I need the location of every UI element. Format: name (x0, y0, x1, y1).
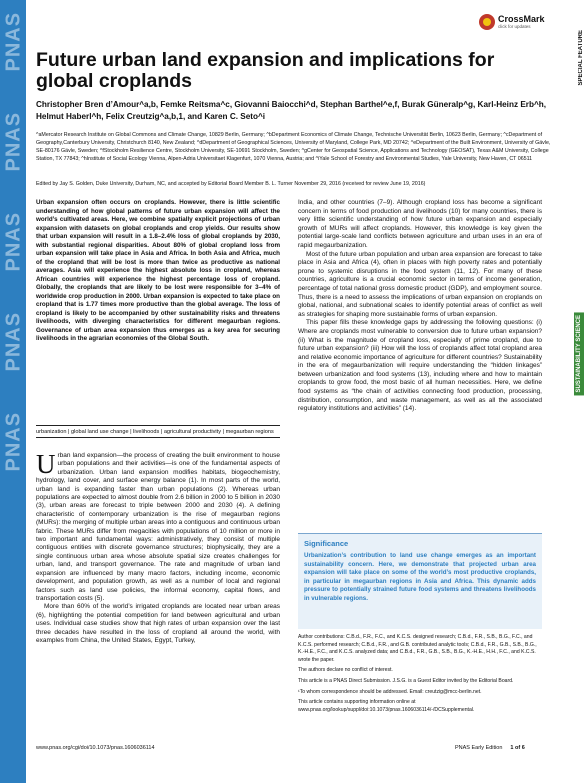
sidebar-watermark: PNAS (2, 111, 25, 172)
crossmark-icon (479, 14, 495, 30)
editorial-note: Edited by Jay S. Golden, Duke University, Durham, NC, and accepted by Editorial Board Member B. L. Turner November 29, 2016 (received for review June 19, 2016) (36, 181, 426, 187)
conflict-statement: The authors declare no conflict of interest. (298, 667, 393, 674)
page-number: 1 of 6 (510, 745, 525, 751)
crossmark-sub: click for updates (498, 24, 531, 29)
sidebar-watermark: PNAS (2, 311, 25, 372)
crossmark-badge[interactable] (479, 14, 545, 30)
page-footer (455, 745, 525, 751)
abstract: Urban expansion often occurs on croplands. However, there is little scientific understanding of how global patterns of future urban expansion will affect the world’s cultivated areas. Here, we combine spatially explicit projections of urban expansion with datasets on global croplands and crop yields. Our results show that urban expansion will result in a 1.8–2.4% loss of global croplands by 2030, with substantial regional disparities. About 80% of global cropland loss from urban expansion will take place in Asia and Africa. In both Asia and Africa, much of the cropland that will be lost is more than twice as productive as national averages. Asia will experience the highest absolute loss in cropland, whereas African countries will experience the highest percentage loss of cropland. Globally, the croplands that are likely to be lost were responsible for 3–4% of worldwide crop production in 2000. Urban expansion is expected to take place on cropland that is 1.77 times more productive than the global average. The loss of cropland is likely to be accompanied by other sustainability risks and threatens livelihoods, with diverging characteristics for different megaurban regions. Governance of urban area expansion thus emerges as a key area for securing livelihoods in the agrarian economies of the Global South. (36, 199, 280, 342)
keywords: urbanization | global land use change | livelihoods | agricultural productivity | megaurban regions (36, 425, 280, 438)
body-paragraph: More than 60% of the world’s irrigated croplands are located near urban areas (6), highlighting the potential competition for land between agricultural and urban uses. Individual case studies show that high rates of urban expansion over the last three decades have resulted in the loss of cropland all around the world, with examples from China, the United States, Egypt, Turkey, (36, 603, 280, 644)
body-column-left (36, 449, 280, 645)
journal-sidebar (0, 0, 26, 783)
author-contributions: Author contributions: C.B.d., F.R., F.C., and K.C.S. designed research; C.B.d., F.R., S.B., B.G., F.C., and K.C.S. performed research; C.B.d., F.R., and G.B. contributed analytic tools; C.B.d., F.R., G.B., S.B., B.G., K.-H.E., F.C., and K.C.S. analyzed data; and C.B.d., F.R., G.B., S.B., B.G., K.-H.E., H.H., F.C., and K.C.S. wrote the paper. (298, 634, 537, 663)
sidebar-watermark: PNAS (2, 211, 25, 272)
affiliations: ^aMercator Research Institute on Global Commons and Climate Change, 10829 Berlin, Germany; ^bDepartment Economics of Climate Change, Technische Universität Berlin, 10623 Berlin, Germany; ^cDepartment of Geography,Canterbury University, Christchurch 8140, New Zealand; ^dDepartment of Geographical Sciences, University of Maryland, College Park, MD 20742; ^eDepartment of the Built Environment, University of Gävle, SE-80176 Gävle, Sweden; ^fStockholm Resilience Centre, Stockholm University, SE-10691 Stockholm, Sweden; ^gCenter for Geospatial Science, Applications and Technology (GEOSAT), Texas A&M University, College Station, TX 77843; ^hInstitute of Social Ecology Vienna, Alpen-Adria Universitaet Klagenfurt, 1070 Vienna, Austria; and ^iYale School of Forestry and Environmental Studies, Yale University, New Haven, CT 06511 (36, 132, 551, 163)
body-paragraph: India, and other countries (7–9). Although cropland loss has become a significant concern in terms of food production and livelihoods (10) for many countries, there is very little scientific understanding of how future urban expansion and especially growth of MURs will affect croplands. However, this knowledge is key given the potential large-scale land conflicts between agriculture and urban uses in an era of rapid megaurbanization. (298, 199, 542, 249)
intro-text: rban land expansion—the process of creating the built environment to house urban populations and their activities—is one of the fundamental aspects of urbanization. Urban land expansion modifies habitats, biogeochemistry, hydrology, land cover, and surface energy balance (1). In most parts of the world, urban land is expanding faster than urban populations (2). Whereas urban populations are expected to almost double from 2.6 billion in 2000 to 5 billion in 2030 (3), urban areas are forecast to triple between 2000 and 2030 (4). A defining characteristic of contemporary urbanization is the rise of megaurban regions (MURs): the merging of multiple urban areas into a contiguous and continuous urban fabric. These MURs differ from megacities with populations of 10 million or more in two important and fundamental ways: administratively, they consist of multiple contiguous entities with discrete governance structures; biophysically, they are a single continuous urban area whose absolute spatial size creates challenges for urban, land, and transport governance. The rate and magnitude of urban land expansion are influenced by many macro factors, including income, economic development, and population growth, as well as a number of local and regional factors such as land use policies, the informal economy, capital flows, and transportation costs (5). (36, 452, 280, 602)
sidebar-watermark: PNAS (2, 11, 25, 72)
special-feature-label: SPECIAL FEATURE (578, 30, 584, 86)
article-title: Future urban land expansion and implications for global croplands (36, 49, 495, 92)
body-paragraph: Most of the future urban population and urban area expansion are forecast to take place in Asia and Africa (4), often in places with high poverty rates and potentially prone to systemic disruptions in the food system (11, 12). For many of these countries, agriculture is a crucial economic sector in terms of income generation, percentage of total national gross domestic product (GDP), and employment source. Thus, there is a need to assess the implications of urban expansion on croplands on global, national, and subnational scales to identify potential areas of conflict as well as strategies for shaping more sustainable forms of urban expansion. (298, 250, 542, 318)
crossmark-name: CrossMark (498, 14, 545, 24)
author-notes (298, 634, 542, 717)
correspondence-note: ¹To whom correspondence should be addressed. Email: creutzig@mcc-berlin.net. (298, 688, 482, 695)
supporting-info-link[interactable]: This article contains supporting information online at www.pnas.org/lookup/suppl/doi:10.1073/pnas.1606036114/-/DCSupplemental. (298, 699, 475, 713)
body-column-right (298, 199, 542, 414)
right-margin (571, 0, 585, 783)
significance-title: Significance (304, 539, 349, 548)
body-paragraph: This paper fills these knowledge gaps by addressing the following questions: (i) Where are croplands most vulnerable to conversion due to future urban expansion? (ii) What is the magnitude of cropland loss, especially of prime cropland, due to future urban expansion? (iii) How will the loss of croplands affect total cropland area and relative economic importance of agriculture for different countries? Sustainability in the era of megaurbanization will require understanding the “hidden linkages” between urbanization and food systems (13), including where and how to maintain croplands to grow food, the most basic of all human necessities. Here, we define food systems as “the chain of activities connecting food production, processing, distribution, consumption, and waste management, as well as all the associated regulatory institutions and activities” (14). (298, 319, 542, 413)
section-label: SUSTAINABILITY SCIENCE (574, 312, 584, 395)
drop-cap: U (36, 449, 56, 479)
significance-text: Urbanization’s contribution to land use change emerges as an important sustainability concern. Here, we demonstrate that projected urban area expansion will take place on some of the world’s most productive croplands, in particular in megaurban regions in Asia and Africa. This dynamic adds pressure to potentially strained future food systems and threatens livelihoods in vulnerable regions. (304, 552, 536, 602)
sidebar-watermark: PNAS (2, 411, 25, 472)
doi-link[interactable]: www.pnas.org/cgi/doi/10.1073/pnas.1606036114 (36, 745, 155, 751)
direct-submission-note: This article is a PNAS Direct Submission. J.S.G. is a Guest Editor invited by the Editorial Board. (298, 677, 514, 684)
edition-label: PNAS Early Edition (455, 745, 503, 751)
author-list: Christopher Bren d’Amour^a,b, Femke Reitsma^c, Giovanni Baiocchi^d, Stephan Barthel^e,f, Burak Güneralp^g, Karl-Heinz Erb^h, Helmut Haberl^h, Felix Creutzig^a,b,1, and Karen C. Seto^i (36, 100, 547, 121)
significance-box (298, 533, 542, 629)
intro-paragraph (36, 449, 280, 603)
